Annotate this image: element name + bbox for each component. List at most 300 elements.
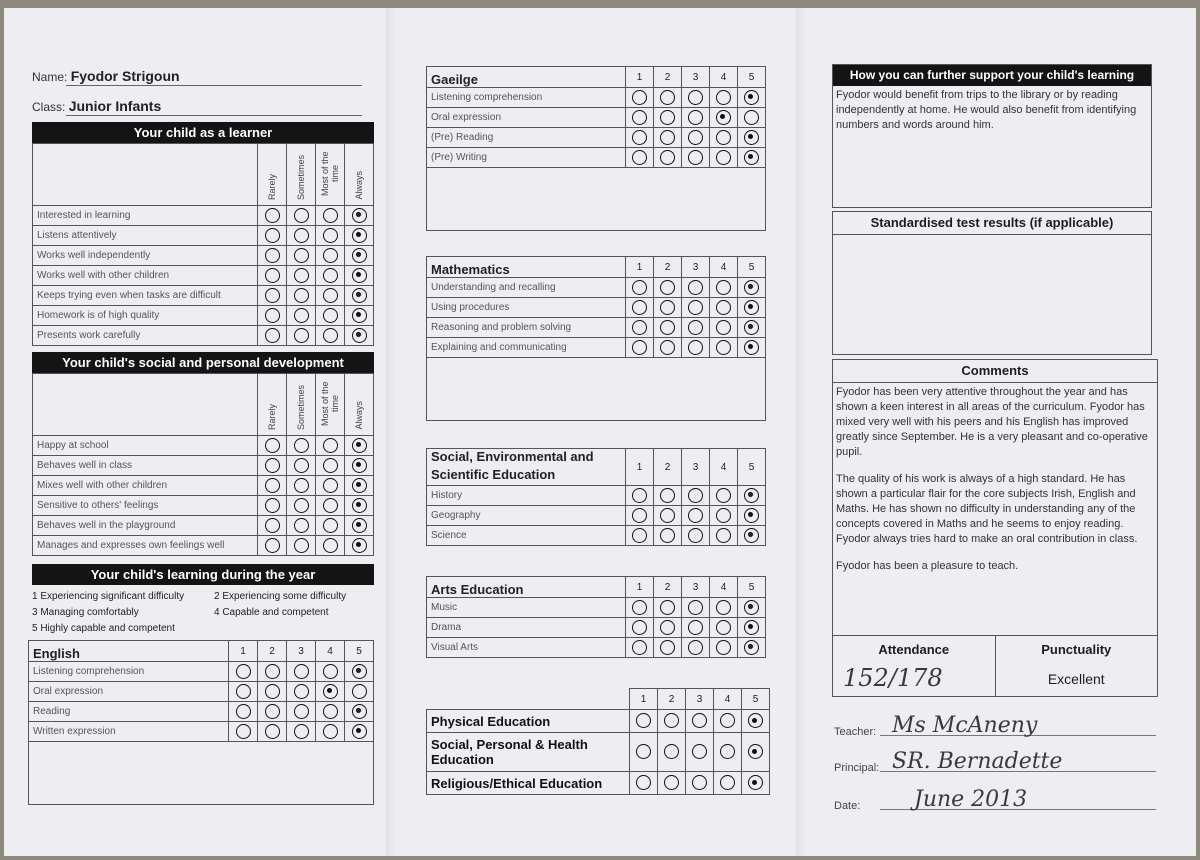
rating-circle	[688, 300, 703, 315]
rating-circle	[632, 528, 647, 543]
english-notes-area	[29, 742, 374, 805]
rating-circle	[664, 744, 679, 759]
row-label: History	[427, 486, 626, 506]
rating-circle	[294, 704, 309, 719]
year-learning-section	[32, 564, 374, 637]
learner-section	[32, 122, 374, 346]
rating-circle	[632, 600, 647, 615]
header-always: Always	[354, 401, 364, 430]
table-row	[29, 702, 374, 722]
rating-circle	[265, 328, 280, 343]
header-rarely: Rarely	[267, 403, 277, 430]
middle-panel	[426, 8, 770, 856]
support-box	[832, 64, 1152, 208]
comment-paragraph-1: Fyodor has been very attentive throughout the year and has shown a keen interest in all areas of the curriculum. Fyodor has mixed very well with his peers and his English has improved greatly since September. He is a very pleasant and co-operative pupil.	[836, 386, 1148, 458]
table-row	[33, 326, 374, 346]
rating-circle	[265, 458, 280, 473]
row-label: Happy at school	[33, 436, 258, 456]
rating-circle	[294, 288, 309, 303]
rating-circle	[664, 775, 679, 790]
rating-circle	[660, 488, 675, 503]
rating-circle	[716, 508, 731, 523]
table-row	[33, 266, 374, 286]
rating-circle	[632, 640, 647, 655]
rating-circle	[294, 308, 309, 323]
comment-paragraph-2: The quality of his work is always of a high standard. He has shown a particular flair for the core subjects Irish, English and Maths. He has shown no difficulty in understanding any of the concepts covered in Maths and he seems to enjoy reading. Fyodor always tries hard to make an oral contribution in class.	[836, 473, 1138, 545]
row-label: Behaves well in the playground	[33, 516, 258, 536]
table-row	[33, 536, 374, 556]
teacher-label: Teacher:	[834, 726, 877, 738]
rating-circle	[265, 438, 280, 453]
rating-circle	[632, 280, 647, 295]
teacher-signature: Ms McAneny	[892, 713, 1038, 738]
rating-circle	[716, 300, 731, 315]
principal-signature-line	[834, 748, 1156, 774]
rating-circle	[265, 538, 280, 553]
date-value: June 2013	[914, 787, 1028, 812]
rating-circle	[265, 704, 280, 719]
table-row	[33, 206, 374, 226]
selected-rating-circle	[352, 478, 367, 493]
selected-rating-circle	[744, 130, 759, 145]
header-sometimes: Sometimes	[296, 154, 306, 200]
selected-rating-circle	[323, 684, 338, 699]
rating-circle	[323, 208, 338, 223]
punctuality-cell	[996, 636, 1158, 696]
table-row	[427, 710, 770, 733]
rating-circle	[632, 620, 647, 635]
rating-circle	[720, 713, 735, 728]
rating-circle	[716, 130, 731, 145]
row-label: Religious/Ethical Education	[427, 772, 630, 795]
row-label: Drama	[427, 618, 626, 638]
rating-circle	[660, 130, 675, 145]
table-row	[33, 306, 374, 326]
table-row	[427, 526, 766, 546]
rating-circle	[636, 713, 651, 728]
gaeilge-title: Gaeilge	[431, 72, 478, 87]
rating-circle	[352, 684, 367, 699]
rating-circle	[688, 280, 703, 295]
principal-label: Principal:	[834, 762, 880, 774]
rating-circle	[265, 248, 280, 263]
table-row	[427, 638, 766, 658]
rating-circle	[688, 90, 703, 105]
table-row	[29, 662, 374, 682]
rating-circle	[294, 538, 309, 553]
student-class: Junior Infants	[68, 98, 162, 114]
header-sometimes: Sometimes	[296, 384, 306, 430]
rating-circle	[636, 775, 651, 790]
header-most-of-the-time: Most of the time	[320, 381, 340, 426]
comment-paragraph-3: Fyodor has been a pleasure to teach.	[836, 560, 1019, 572]
attendance-cell	[833, 636, 996, 696]
rating-circle	[660, 340, 675, 355]
mathematics-table: Mathematics 1 2 3 4 5 Understanding and recalling Using procedures Reasoning and problem solving Explaining and communicating	[426, 256, 766, 421]
row-label: Keeps trying even when tasks are difficult	[33, 286, 258, 306]
selected-rating-circle	[744, 340, 759, 355]
selected-rating-circle	[744, 488, 759, 503]
table-row	[33, 226, 374, 246]
mathematics-title: Mathematics	[431, 262, 510, 277]
row-label: Manages and expresses own feelings well	[33, 536, 258, 556]
rating-circle	[716, 640, 731, 655]
gaeilge-notes-area	[427, 168, 766, 231]
selected-rating-circle	[352, 208, 367, 223]
fold-line-left	[386, 8, 396, 856]
selected-rating-circle	[744, 320, 759, 335]
rating-circle	[323, 458, 338, 473]
row-label: (Pre) Reading	[427, 128, 626, 148]
rating-circle	[688, 640, 703, 655]
row-label: Oral expression	[427, 108, 626, 128]
teacher-signature-line	[834, 712, 1156, 738]
rating-circle	[716, 320, 731, 335]
selected-rating-circle	[748, 775, 763, 790]
row-label: Reading	[29, 702, 229, 722]
selected-rating-circle	[352, 704, 367, 719]
rating-circle	[323, 538, 338, 553]
arts-table: Arts Education 1 2 3 4 5 Music Drama Visual Arts	[426, 576, 766, 658]
legend-item-2: 2 Experiencing some difficulty	[214, 591, 347, 602]
row-label: Interested in learning	[33, 206, 258, 226]
rating-legend	[32, 589, 374, 637]
selected-rating-circle	[716, 110, 731, 125]
rating-circle	[664, 713, 679, 728]
table-row	[427, 772, 770, 795]
row-label: Oral expression	[29, 682, 229, 702]
rating-circle	[323, 704, 338, 719]
rating-circle	[716, 150, 731, 165]
table-row	[33, 246, 374, 266]
rating-circle	[688, 110, 703, 125]
rating-circle	[632, 150, 647, 165]
rating-circle	[294, 458, 309, 473]
rating-circle	[692, 713, 707, 728]
rating-circle	[265, 478, 280, 493]
row-label: Reasoning and problem solving	[427, 318, 626, 338]
row-label: Physical Education	[427, 710, 630, 733]
rating-circle	[688, 130, 703, 145]
name-field	[32, 68, 362, 84]
selected-rating-circle	[352, 518, 367, 533]
rating-circle	[660, 508, 675, 523]
rating-circle	[323, 228, 338, 243]
selected-rating-circle	[748, 713, 763, 728]
rating-circle	[236, 704, 251, 719]
rating-circle	[660, 300, 675, 315]
social-rows	[33, 436, 374, 556]
gaeilge-rows	[427, 88, 766, 168]
rating-circle	[716, 600, 731, 615]
rating-circle	[236, 724, 251, 739]
name-label: Name:	[32, 70, 68, 84]
standardised-test-box	[832, 211, 1152, 355]
table-row	[427, 733, 770, 772]
punctuality-value: Excellent	[1047, 671, 1105, 687]
table-row	[427, 318, 766, 338]
rating-circle	[744, 110, 759, 125]
table-row	[427, 148, 766, 168]
row-label: Visual Arts	[427, 638, 626, 658]
rating-circle	[632, 508, 647, 523]
rating-circle	[265, 684, 280, 699]
rating-circle	[636, 744, 651, 759]
selected-rating-circle	[744, 508, 759, 523]
table-row	[33, 436, 374, 456]
row-label: Understanding and recalling	[427, 278, 626, 298]
row-label: Listens attentively	[33, 226, 258, 246]
sese-table: Social, Environmental and Scientific Education 1 2 3 4 5 History Geography Science	[426, 448, 766, 546]
english-title: English	[33, 646, 80, 661]
row-label: Works well independently	[33, 246, 258, 266]
rating-circle	[660, 600, 675, 615]
learner-table	[32, 143, 374, 346]
social-section	[32, 352, 374, 556]
gaeilge-section	[426, 66, 766, 231]
rating-circle	[265, 268, 280, 283]
student-name: Fyodor Strigoun	[70, 68, 180, 84]
rating-circle	[632, 110, 647, 125]
standardised-test-title: Standardised test results (if applicable)	[833, 212, 1151, 235]
rating-circle	[660, 620, 675, 635]
selected-rating-circle	[744, 620, 759, 635]
selected-rating-circle	[352, 438, 367, 453]
rating-circle	[716, 280, 731, 295]
row-label: (Pre) Writing	[427, 148, 626, 168]
rating-circle	[632, 488, 647, 503]
rating-circle	[294, 328, 309, 343]
social-title: Your child's social and personal development	[32, 352, 374, 373]
rating-circle	[323, 498, 338, 513]
comments-box	[832, 359, 1158, 697]
table-row	[33, 516, 374, 536]
mathematics-rows	[427, 278, 766, 358]
rating-circle	[660, 320, 675, 335]
row-label: Explaining and communicating	[427, 338, 626, 358]
rating-circle	[323, 288, 338, 303]
selected-rating-circle	[352, 248, 367, 263]
row-label: Listening comprehension	[29, 662, 229, 682]
rating-circle	[265, 288, 280, 303]
row-label: Music	[427, 598, 626, 618]
rating-circle	[294, 228, 309, 243]
header-rarely: Rarely	[267, 173, 277, 200]
rating-circle	[688, 528, 703, 543]
rating-circle	[294, 684, 309, 699]
date-line	[834, 786, 1156, 812]
class-label: Class:	[32, 100, 66, 114]
header-most-of-the-time: Most of the time	[320, 151, 340, 196]
rating-circle	[294, 664, 309, 679]
legend-item-3: 3 Managing comfortably	[32, 607, 139, 618]
sese-title-line-1: Social, Environmental and	[431, 449, 594, 464]
rating-circle	[236, 684, 251, 699]
sese-section	[426, 448, 766, 546]
sese-rows	[427, 486, 766, 546]
other-subjects-rows	[427, 710, 770, 795]
selected-rating-circle	[352, 328, 367, 343]
rating-circle	[294, 724, 309, 739]
row-label: Using procedures	[427, 298, 626, 318]
row-label: Behaves well in class	[33, 456, 258, 476]
rating-circle	[294, 478, 309, 493]
rating-circle	[688, 320, 703, 335]
sese-title-line-2: Scientific Education	[431, 467, 556, 482]
rating-circle	[265, 228, 280, 243]
selected-rating-circle	[748, 744, 763, 759]
table-row	[33, 476, 374, 496]
selected-rating-circle	[744, 90, 759, 105]
rating-circle	[323, 248, 338, 263]
selected-rating-circle	[352, 498, 367, 513]
support-title: How you can further support your child's learning	[833, 65, 1151, 86]
selected-rating-circle	[352, 458, 367, 473]
table-row	[427, 88, 766, 108]
rating-circle	[294, 248, 309, 263]
rating-circle	[294, 438, 309, 453]
row-label: Presents work carefully	[33, 326, 258, 346]
attendance-punctuality-row	[833, 635, 1157, 696]
rating-circle	[716, 488, 731, 503]
selected-rating-circle	[352, 724, 367, 739]
gaeilge-table: Gaeilge 1 2 3 4 5 Listening comprehension Oral expression (Pre) Reading (Pre) Writing	[426, 66, 766, 231]
rating-circle	[632, 130, 647, 145]
legend-item-5: 5 Highly capable and competent	[32, 623, 175, 634]
legend-item-4: 4 Capable and competent	[214, 607, 329, 618]
selected-rating-circle	[744, 528, 759, 543]
rating-circle	[632, 300, 647, 315]
rating-circle	[265, 208, 280, 223]
rating-circle	[632, 90, 647, 105]
rating-circle	[716, 528, 731, 543]
table-row	[33, 496, 374, 516]
english-table: English 1 2 3 4 5 Listening comprehension Oral expression Reading Written expression	[28, 640, 374, 805]
rating-circle	[632, 340, 647, 355]
selected-rating-circle	[352, 664, 367, 679]
right-panel	[832, 8, 1162, 856]
selected-rating-circle	[352, 308, 367, 323]
arts-section	[426, 576, 766, 658]
rating-circle	[688, 508, 703, 523]
rating-circle	[716, 340, 731, 355]
rating-circle	[294, 498, 309, 513]
english-section	[28, 640, 374, 805]
rating-circle	[688, 340, 703, 355]
date-label: Date:	[834, 800, 861, 812]
row-label: Sensitive to others' feelings	[33, 496, 258, 516]
header-always: Always	[354, 171, 364, 200]
row-label: Listening comprehension	[427, 88, 626, 108]
year-learning-title: Your child's learning during the year	[32, 564, 374, 585]
selected-rating-circle	[744, 600, 759, 615]
rating-circle	[323, 438, 338, 453]
comments-title: Comments	[833, 360, 1157, 383]
fold-line-right	[796, 8, 806, 856]
rating-circle	[720, 775, 735, 790]
punctuality-label: Punctuality	[1041, 642, 1112, 657]
row-label: Science	[427, 526, 626, 546]
other-subjects-table: 1 2 3 4 5 Physical Education Social, Personal & Health Education Religious/Ethical Education	[426, 688, 770, 795]
rating-circle	[265, 664, 280, 679]
arts-rows	[427, 598, 766, 658]
selected-rating-circle	[352, 228, 367, 243]
rating-circle	[688, 488, 703, 503]
rating-circle	[323, 664, 338, 679]
other-subjects-section	[426, 688, 770, 795]
mathematics-section	[426, 256, 766, 421]
selected-rating-circle	[352, 288, 367, 303]
selected-rating-circle	[744, 280, 759, 295]
rating-circle	[323, 518, 338, 533]
rating-circle	[692, 775, 707, 790]
rating-circle	[294, 518, 309, 533]
rating-circle	[692, 744, 707, 759]
rating-circle	[265, 518, 280, 533]
rating-circle	[265, 308, 280, 323]
selected-rating-circle	[352, 268, 367, 283]
rating-circle	[660, 150, 675, 165]
rating-circle	[660, 640, 675, 655]
rating-circle	[323, 328, 338, 343]
selected-rating-circle	[744, 300, 759, 315]
class-field	[32, 98, 362, 114]
rating-circle	[688, 150, 703, 165]
rating-circle	[720, 744, 735, 759]
rating-circle	[660, 528, 675, 543]
rating-circle	[294, 268, 309, 283]
table-row	[427, 486, 766, 506]
attendance-value: 152/178	[843, 664, 943, 692]
rating-circle	[632, 320, 647, 335]
rating-circle	[688, 600, 703, 615]
selected-rating-circle	[744, 640, 759, 655]
table-row	[33, 286, 374, 306]
table-row	[427, 298, 766, 318]
table-row	[427, 598, 766, 618]
row-label: Homework is of high quality	[33, 306, 258, 326]
table-row	[29, 722, 374, 742]
table-row	[29, 682, 374, 702]
table-row	[33, 456, 374, 476]
row-label: Works well with other children	[33, 266, 258, 286]
table-row	[427, 278, 766, 298]
rating-circle	[323, 478, 338, 493]
left-panel	[28, 8, 376, 856]
row-label: Written expression	[29, 722, 229, 742]
row-label: Mixes well with other children	[33, 476, 258, 496]
rating-circle	[265, 724, 280, 739]
rating-circle	[265, 498, 280, 513]
rating-circle	[294, 208, 309, 223]
selected-rating-circle	[744, 150, 759, 165]
english-rows	[29, 662, 374, 742]
learner-rows	[33, 206, 374, 346]
social-table	[32, 373, 374, 556]
table-row	[427, 338, 766, 358]
rating-circle	[688, 620, 703, 635]
principal-signature: SR. Bernadette	[892, 749, 1063, 774]
table-row	[427, 128, 766, 148]
learner-title: Your child as a learner	[32, 122, 374, 143]
rating-circle	[323, 724, 338, 739]
rating-circle	[660, 90, 675, 105]
row-label: Social, Personal & Health Education	[427, 733, 630, 772]
attendance-label: Attendance	[878, 642, 950, 657]
table-row	[427, 618, 766, 638]
rating-circle	[716, 620, 731, 635]
rating-circle	[660, 110, 675, 125]
